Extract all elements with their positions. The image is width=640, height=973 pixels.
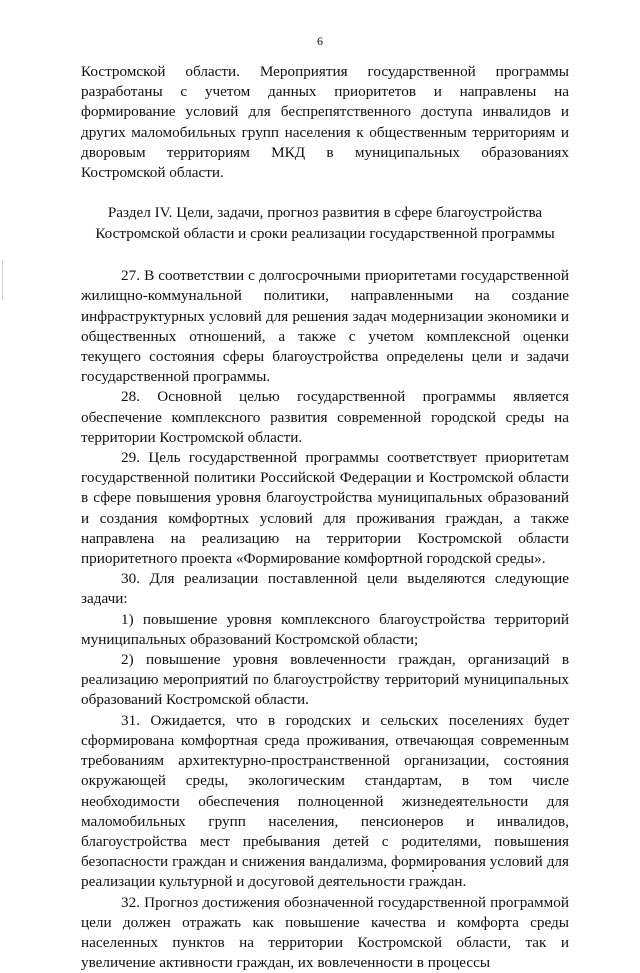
task-item-1: 1) повышение уровня комплексного благоустройства территорий муниципальных образований Костромской области; [81,610,569,648]
paragraph-28: 28. Основной целью государственной программы является обеспечение комплексного развития современной городской среды на территории Костромской области. [81,388,569,446]
paragraph-31: 31. Ожидается, что в городских и сельских поселениях будет сформирована комфортная среда проживания, отвечающая современным требованиям архитектурно-пространственной организации, состояния окружающей среды, экологическим стандартам, в том числе необходимости обеспечения полноценной жизнедеятельности для маломобильных групп населения, пенсионеров и инвалидов, благоустройства мест пребывания детей с родителями, повышения безопасности граждан и снижения вандализма, формирования условий для реализации культурной и досуговой деятельности граждан. [81,711,569,891]
paragraph-32: 32. Прогноз достижения обозначенной государственной программой цели должен отражать как повышение качества и комфорта среды населенных пунктов на территории Костромской области, так и увеличение активности граждан, их вовлеченности в процессы [81,893,569,972]
scan-edge-mark [2,260,3,300]
document-body [81,62,569,973]
section-title-line-1: Раздел IV. Цели, задачи, прогноз развития в сфере благоустройства [107,204,543,222]
paragraph-29: 29. Цель государственной программы соответствует приоритетам государственной политики Российской Федерации и Костромской области в сфере повышения уровня благоустройства муниципальных образований и создания комфортных условий для проживания граждан, а также направлена на реализацию на территории Костромской области приоритетного проекта «Формирование комфортной городской среды». [81,449,569,568]
intro-paragraph: Костромской области. Мероприятия государственной программы разработаны с учетом данных приоритетов и направлены на формирование условий для беспрепятственного доступа инвалидов и других маломобильных групп населения к общественным территориям и дворовым территориям МКД в муниципальных образованиях Костромской области. [81,63,569,182]
section-title-line-2: Костромской области и сроки реализации государственной программы [95,224,555,242]
scan-dot-mark [432,870,434,872]
section-title [81,203,569,244]
paragraph-30: 30. Для реализации поставленной цели выделяются следующие задачи: [81,570,569,608]
page-number: 6 [317,34,323,48]
task-item-2: 2) повышение уровня вовлеченности граждан, организаций в реализацию мероприятий по благоустройству территорий муниципальных образований Костромской области. [81,651,569,709]
paragraph-27: 27. В соответствии с долгосрочными приоритетами государственной жилищно-коммунальной политики, направленными на создание инфраструктурных условий для решения задач модернизации экономики и общественных отношений, а также с учетом комплексной оценки текущего состояния сферы благоустройства определены цели и задачи государственной программы. [81,267,569,386]
